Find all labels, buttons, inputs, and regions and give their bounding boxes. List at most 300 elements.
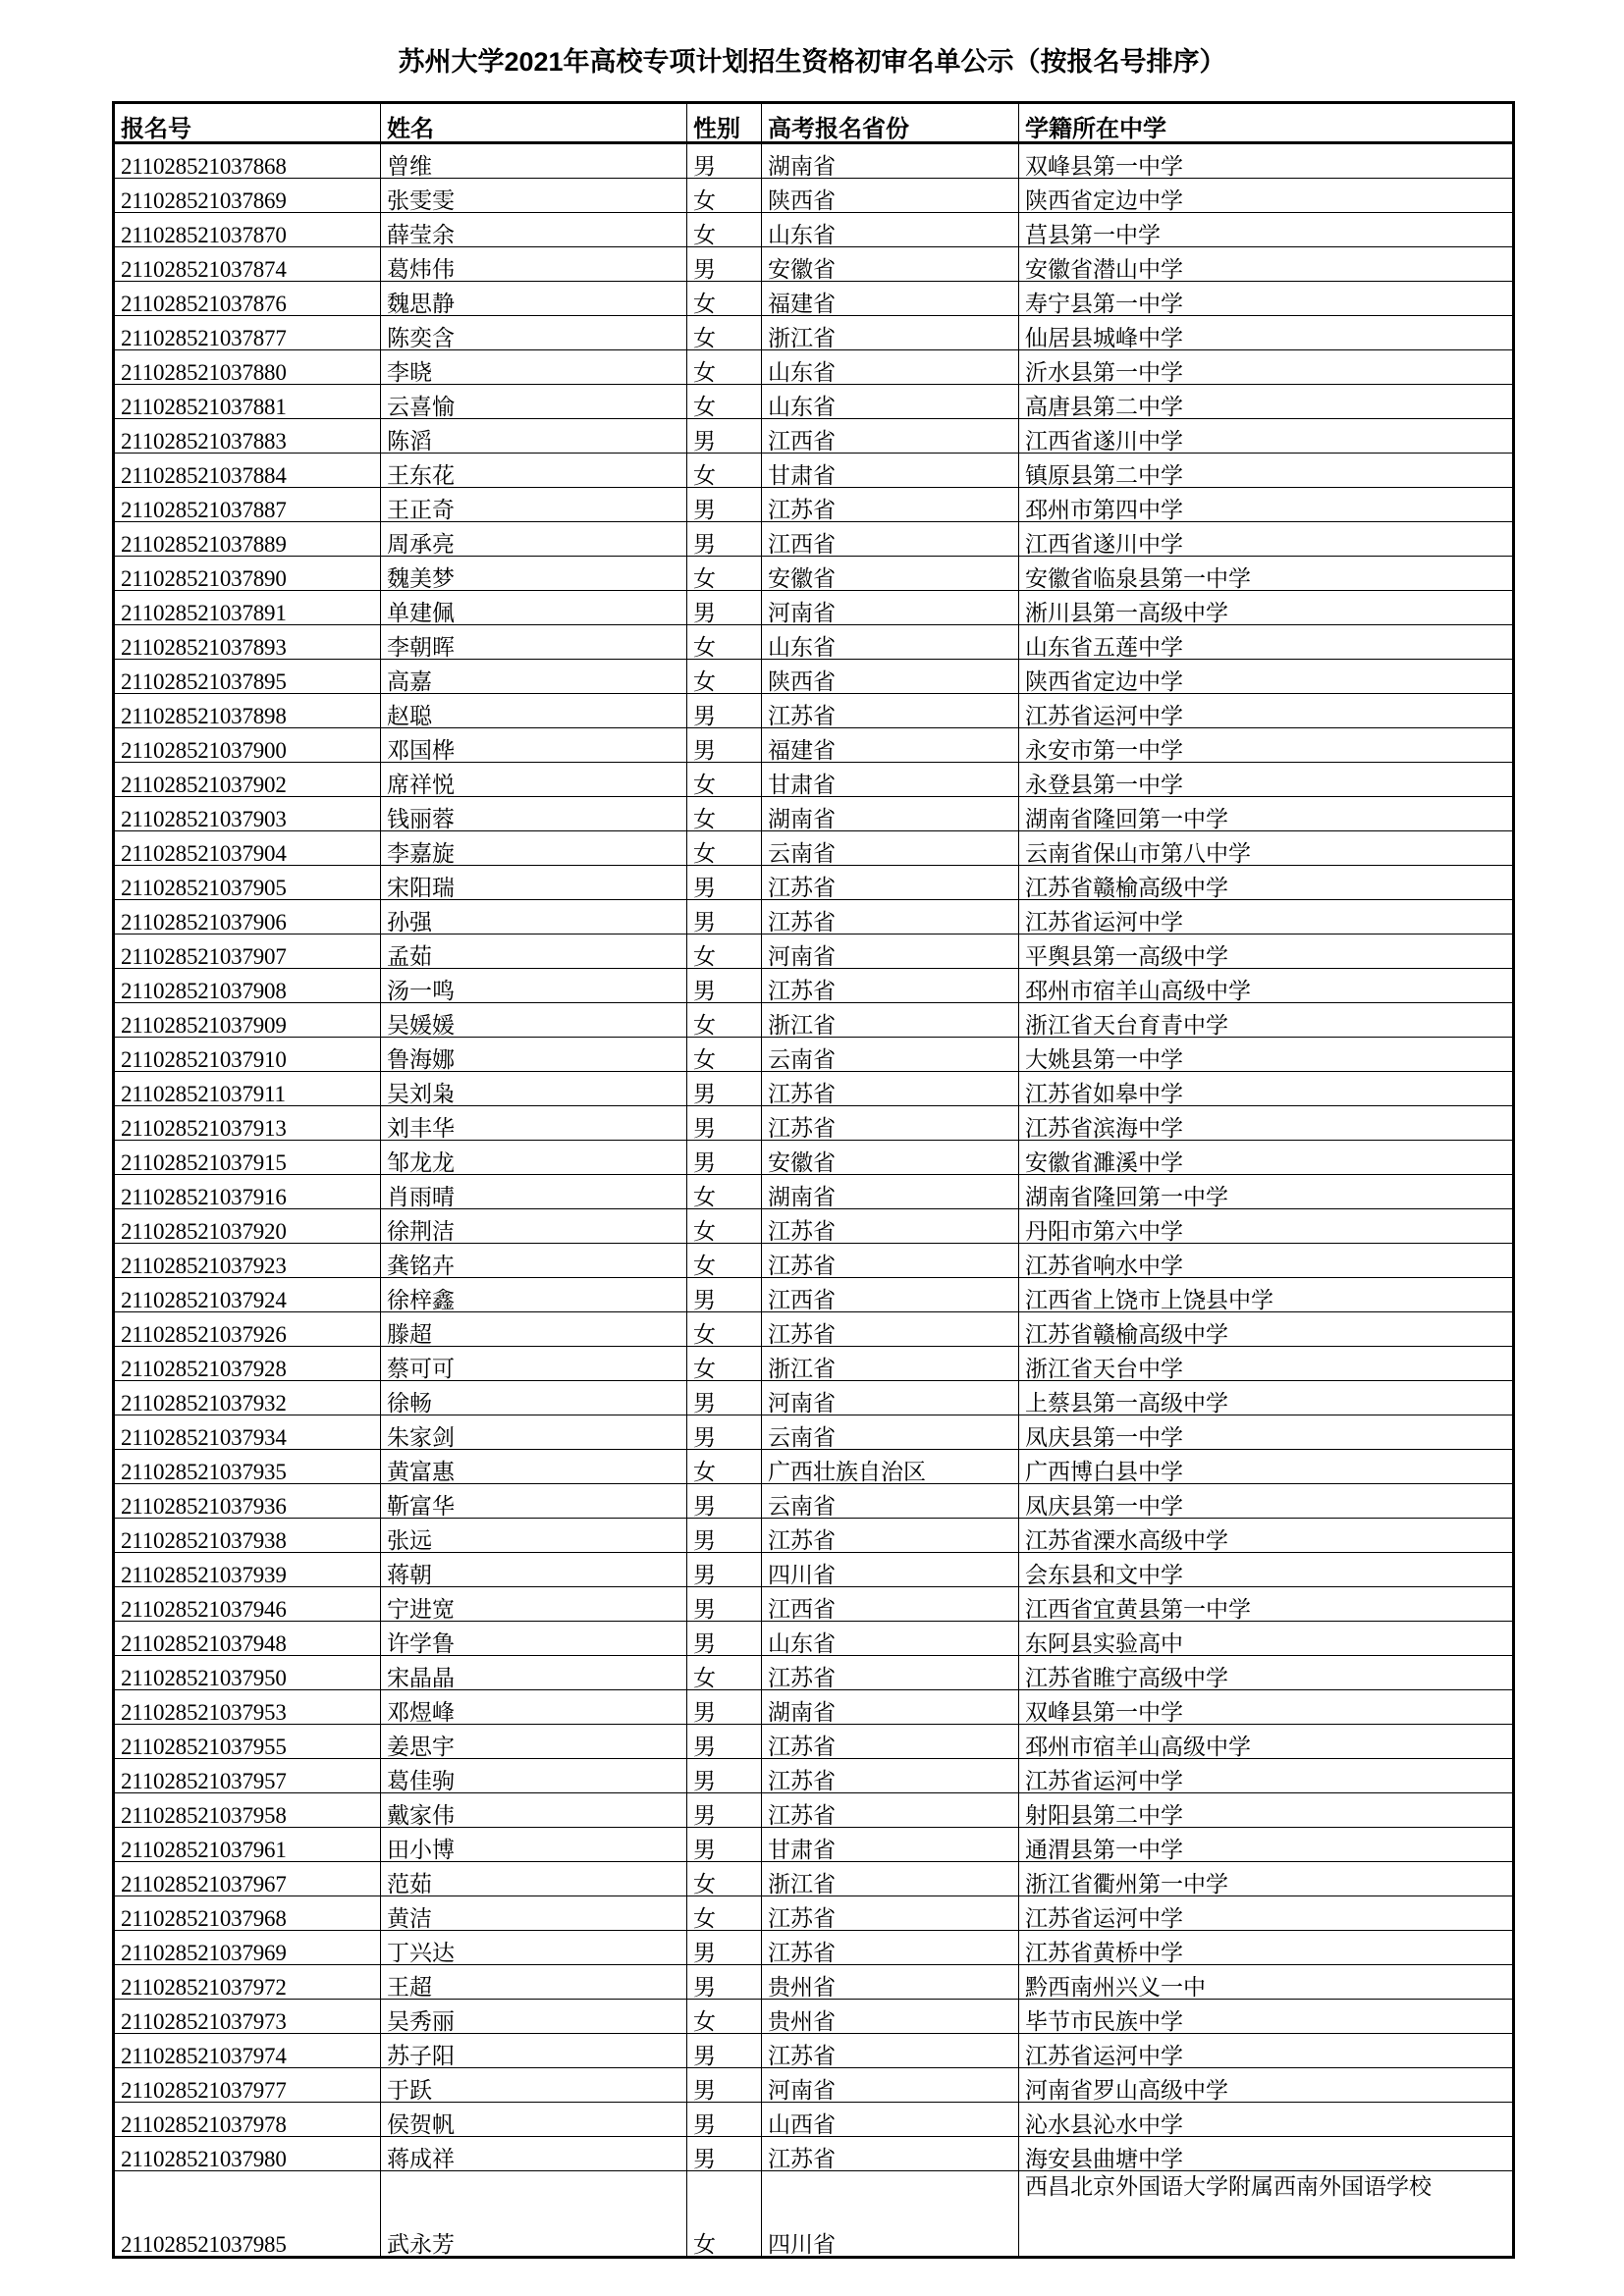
cell-name: 王正奇 [381, 488, 687, 522]
cell-registration-number: 211028521037903 [114, 797, 381, 831]
cell-province: 山东省 [762, 213, 1019, 247]
cell-name: 武永芳 [381, 2171, 687, 2258]
cell-name: 苏子阳 [381, 2034, 687, 2068]
cell-gender: 女 [687, 179, 762, 213]
cell-gender: 女 [687, 1175, 762, 1209]
cell-gender: 男 [687, 1484, 762, 1519]
table-row [114, 591, 1514, 625]
cell-registration-number: 211028521037887 [114, 488, 381, 522]
cell-gender: 女 [687, 454, 762, 488]
table-row [114, 1862, 1514, 1896]
cell-name: 徐畅 [381, 1381, 687, 1415]
cell-school: 山东省五莲中学 [1019, 625, 1514, 660]
cell-province: 江苏省 [762, 1312, 1019, 1347]
cell-registration-number: 211028521037874 [114, 247, 381, 282]
cell-gender: 女 [687, 660, 762, 694]
table-row [114, 1896, 1514, 1931]
cell-school: 江苏省赣榆高级中学 [1019, 1312, 1514, 1347]
cell-registration-number: 211028521037935 [114, 1450, 381, 1484]
cell-province: 四川省 [762, 2171, 1019, 2258]
cell-school: 上蔡县第一高级中学 [1019, 1381, 1514, 1415]
cell-registration-number: 211028521037967 [114, 1862, 381, 1896]
cell-province: 安徽省 [762, 557, 1019, 591]
cell-registration-number: 211028521037915 [114, 1141, 381, 1175]
table-row [114, 797, 1514, 831]
cell-name: 吴媛媛 [381, 1003, 687, 1038]
cell-school: 江西省上饶市上饶县中学 [1019, 1278, 1514, 1312]
cell-registration-number: 211028521037928 [114, 1347, 381, 1381]
table-row [114, 694, 1514, 728]
cell-province: 江西省 [762, 1278, 1019, 1312]
cell-registration-number: 211028521037891 [114, 591, 381, 625]
cell-name: 葛佳驹 [381, 1759, 687, 1793]
cell-province: 湖南省 [762, 1175, 1019, 1209]
cell-province: 广西壮族自治区 [762, 1450, 1019, 1484]
cell-province: 湖南省 [762, 143, 1019, 179]
cell-province: 湖南省 [762, 1690, 1019, 1725]
table-row [114, 1484, 1514, 1519]
table-row [114, 1690, 1514, 1725]
cell-province: 陕西省 [762, 660, 1019, 694]
cell-school: 江苏省溧水高级中学 [1019, 1519, 1514, 1553]
table-row [114, 1553, 1514, 1587]
cell-name: 邓煜峰 [381, 1690, 687, 1725]
cell-gender: 男 [687, 1381, 762, 1415]
cell-school: 江苏省运河中学 [1019, 1759, 1514, 1793]
cell-name: 李朝晖 [381, 625, 687, 660]
cell-gender: 男 [687, 522, 762, 557]
cell-name: 汤一鸣 [381, 969, 687, 1003]
cell-province: 湖南省 [762, 797, 1019, 831]
cell-registration-number: 211028521037978 [114, 2103, 381, 2137]
cell-registration-number: 211028521037876 [114, 282, 381, 316]
cell-registration-number: 211028521037893 [114, 625, 381, 660]
table-row [114, 1038, 1514, 1072]
cell-school: 湖南省隆回第一中学 [1019, 797, 1514, 831]
table-row [114, 1072, 1514, 1106]
cell-gender: 男 [687, 1141, 762, 1175]
cell-registration-number: 211028521037977 [114, 2068, 381, 2103]
cell-province: 山西省 [762, 2103, 1019, 2137]
cell-name: 薛莹余 [381, 213, 687, 247]
table-row [114, 1965, 1514, 2000]
cell-school: 江苏省赣榆高级中学 [1019, 866, 1514, 900]
cell-name: 宋阳瑞 [381, 866, 687, 900]
cell-name: 张雯雯 [381, 179, 687, 213]
cell-gender: 女 [687, 625, 762, 660]
cell-gender: 男 [687, 969, 762, 1003]
cell-province: 浙江省 [762, 1003, 1019, 1038]
cell-registration-number: 211028521037890 [114, 557, 381, 591]
table-row [114, 1175, 1514, 1209]
cell-registration-number: 211028521037969 [114, 1931, 381, 1965]
cell-province: 甘肃省 [762, 763, 1019, 797]
cell-gender: 男 [687, 694, 762, 728]
cell-registration-number: 211028521037957 [114, 1759, 381, 1793]
cell-registration-number: 211028521037906 [114, 900, 381, 934]
cell-name: 蒋成祥 [381, 2137, 687, 2171]
cell-name: 席祥悦 [381, 763, 687, 797]
cell-province: 贵州省 [762, 2000, 1019, 2034]
cell-province: 甘肃省 [762, 454, 1019, 488]
table-row [114, 1725, 1514, 1759]
cell-registration-number: 211028521037902 [114, 763, 381, 797]
cell-province: 福建省 [762, 282, 1019, 316]
cell-gender: 男 [687, 1725, 762, 1759]
cell-name: 周承亮 [381, 522, 687, 557]
cell-province: 江西省 [762, 419, 1019, 454]
cell-name: 孙强 [381, 900, 687, 934]
cell-name: 邓国桦 [381, 728, 687, 763]
table-row [114, 2068, 1514, 2103]
cell-gender: 男 [687, 1553, 762, 1587]
cell-name: 高嘉 [381, 660, 687, 694]
cell-gender: 男 [687, 1965, 762, 2000]
cell-gender: 女 [687, 1244, 762, 1278]
cell-name: 朱家剑 [381, 1415, 687, 1450]
cell-school: 大姚县第一中学 [1019, 1038, 1514, 1072]
cell-registration-number: 211028521037889 [114, 522, 381, 557]
cell-school: 凤庆县第一中学 [1019, 1415, 1514, 1450]
cell-province: 江苏省 [762, 694, 1019, 728]
cell-registration-number: 211028521037946 [114, 1587, 381, 1622]
cell-school: 寿宁县第一中学 [1019, 282, 1514, 316]
roster-table-container [112, 78, 1512, 2259]
table-row [114, 2034, 1514, 2068]
table-row [114, 213, 1514, 247]
cell-school: 毕节市民族中学 [1019, 2000, 1514, 2034]
table-row [114, 1244, 1514, 1278]
cell-school: 黔西南州兴义一中 [1019, 1965, 1514, 2000]
cell-registration-number: 211028521037936 [114, 1484, 381, 1519]
cell-name: 黄富惠 [381, 1450, 687, 1484]
cell-school: 河南省罗山高级中学 [1019, 2068, 1514, 2103]
cell-gender: 男 [687, 1415, 762, 1450]
cell-name: 侯贺帆 [381, 2103, 687, 2137]
cell-school: 双峰县第一中学 [1019, 143, 1514, 179]
cell-province: 山东省 [762, 385, 1019, 419]
cell-province: 浙江省 [762, 316, 1019, 350]
table-row [114, 1106, 1514, 1141]
cell-registration-number: 211028521037911 [114, 1072, 381, 1106]
cell-province: 河南省 [762, 2068, 1019, 2103]
cell-school: 淅川县第一高级中学 [1019, 591, 1514, 625]
cell-registration-number: 211028521037932 [114, 1381, 381, 1415]
cell-registration-number: 211028521037883 [114, 419, 381, 454]
cell-name: 王东花 [381, 454, 687, 488]
cell-gender: 男 [687, 247, 762, 282]
table-row [114, 1209, 1514, 1244]
cell-school: 邳州市宿羊山高级中学 [1019, 969, 1514, 1003]
cell-province: 江苏省 [762, 1072, 1019, 1106]
table-row [114, 1450, 1514, 1484]
cell-name: 吴刘枭 [381, 1072, 687, 1106]
cell-registration-number: 211028521037950 [114, 1656, 381, 1690]
cell-gender: 男 [687, 2137, 762, 2171]
cell-name: 丁兴达 [381, 1931, 687, 1965]
cell-registration-number: 211028521037985 [114, 2171, 381, 2258]
cell-registration-number: 211028521037869 [114, 179, 381, 213]
table-row [114, 1381, 1514, 1415]
cell-name: 蔡可可 [381, 1347, 687, 1381]
cell-school: 仙居县城峰中学 [1019, 316, 1514, 350]
cell-registration-number: 211028521037948 [114, 1622, 381, 1656]
cell-province: 江苏省 [762, 1759, 1019, 1793]
cell-school: 浙江省衢州第一中学 [1019, 1862, 1514, 1896]
column-header-gender: 性别 [687, 103, 762, 143]
cell-school: 双峰县第一中学 [1019, 1690, 1514, 1725]
cell-gender: 男 [687, 2068, 762, 2103]
cell-school: 永登县第一中学 [1019, 763, 1514, 797]
table-row [114, 488, 1514, 522]
cell-gender: 男 [687, 1828, 762, 1862]
table-row [114, 2137, 1514, 2171]
cell-school: 陕西省定边中学 [1019, 660, 1514, 694]
table-row [114, 1793, 1514, 1828]
cell-province: 山东省 [762, 350, 1019, 385]
cell-name: 肖雨晴 [381, 1175, 687, 1209]
cell-province: 贵州省 [762, 1965, 1019, 2000]
cell-gender: 女 [687, 763, 762, 797]
table-body [114, 143, 1514, 2258]
cell-school: 江苏省运河中学 [1019, 2034, 1514, 2068]
table-row [114, 1656, 1514, 1690]
cell-school: 高唐县第二中学 [1019, 385, 1514, 419]
table-row [114, 1415, 1514, 1450]
table-row [114, 866, 1514, 900]
cell-name: 云喜愉 [381, 385, 687, 419]
cell-name: 赵聪 [381, 694, 687, 728]
cell-name: 李晓 [381, 350, 687, 385]
cell-name: 田小博 [381, 1828, 687, 1862]
cell-gender: 男 [687, 143, 762, 179]
cell-province: 江苏省 [762, 1793, 1019, 1828]
cell-name: 邹龙龙 [381, 1141, 687, 1175]
cell-name: 张远 [381, 1519, 687, 1553]
cell-gender: 男 [687, 866, 762, 900]
cell-name: 滕超 [381, 1312, 687, 1347]
cell-name: 刘丰华 [381, 1106, 687, 1141]
table-row [114, 247, 1514, 282]
cell-province: 山东省 [762, 625, 1019, 660]
cell-registration-number: 211028521037881 [114, 385, 381, 419]
cell-registration-number: 211028521037907 [114, 934, 381, 969]
cell-registration-number: 211028521037968 [114, 1896, 381, 1931]
table-row [114, 900, 1514, 934]
table-row [114, 1519, 1514, 1553]
cell-name: 魏美梦 [381, 557, 687, 591]
cell-school: 江苏省如皋中学 [1019, 1072, 1514, 1106]
cell-province: 江苏省 [762, 1725, 1019, 1759]
cell-gender: 女 [687, 1450, 762, 1484]
cell-province: 江苏省 [762, 2137, 1019, 2171]
cell-name: 吴秀丽 [381, 2000, 687, 2034]
table-row [114, 557, 1514, 591]
cell-registration-number: 211028521037953 [114, 1690, 381, 1725]
cell-registration-number: 211028521037974 [114, 2034, 381, 2068]
cell-school: 丹阳市第六中学 [1019, 1209, 1514, 1244]
cell-school: 江苏省响水中学 [1019, 1244, 1514, 1278]
cell-province: 江西省 [762, 1587, 1019, 1622]
cell-registration-number: 211028521037895 [114, 660, 381, 694]
cell-gender: 男 [687, 1106, 762, 1141]
cell-school: 江苏省运河中学 [1019, 900, 1514, 934]
cell-gender: 女 [687, 797, 762, 831]
column-header-registration-number: 报名号 [114, 103, 381, 143]
cell-province: 江苏省 [762, 969, 1019, 1003]
cell-name: 戴家伟 [381, 1793, 687, 1828]
cell-school: 江西省遂川中学 [1019, 522, 1514, 557]
table-row [114, 1141, 1514, 1175]
cell-registration-number: 211028521037904 [114, 831, 381, 866]
table-row [114, 1347, 1514, 1381]
cell-school: 江苏省黄桥中学 [1019, 1931, 1514, 1965]
cell-gender: 男 [687, 1622, 762, 1656]
table-row [114, 660, 1514, 694]
cell-province: 四川省 [762, 1553, 1019, 1587]
cell-name: 单建佩 [381, 591, 687, 625]
cell-school: 射阳县第二中学 [1019, 1793, 1514, 1828]
cell-school: 邳州市宿羊山高级中学 [1019, 1725, 1514, 1759]
cell-province: 河南省 [762, 591, 1019, 625]
cell-gender: 男 [687, 1072, 762, 1106]
table-row [114, 1003, 1514, 1038]
cell-school: 江苏省睢宁高级中学 [1019, 1656, 1514, 1690]
cell-province: 江苏省 [762, 488, 1019, 522]
cell-name: 宁进宽 [381, 1587, 687, 1622]
table-row [114, 1622, 1514, 1656]
cell-gender: 男 [687, 419, 762, 454]
cell-name: 蒋朝 [381, 1553, 687, 1587]
column-header-name: 姓名 [381, 103, 687, 143]
cell-gender: 女 [687, 316, 762, 350]
cell-gender: 男 [687, 2103, 762, 2137]
cell-registration-number: 211028521037870 [114, 213, 381, 247]
cell-registration-number: 211028521037958 [114, 1793, 381, 1828]
cell-name: 魏思静 [381, 282, 687, 316]
cell-province: 云南省 [762, 1038, 1019, 1072]
cell-school: 海安县曲塘中学 [1019, 2137, 1514, 2171]
cell-name: 徐荆洁 [381, 1209, 687, 1244]
cell-school: 浙江省天台中学 [1019, 1347, 1514, 1381]
cell-registration-number: 211028521037909 [114, 1003, 381, 1038]
cell-school: 莒县第一中学 [1019, 213, 1514, 247]
cell-registration-number: 211028521037910 [114, 1038, 381, 1072]
cell-registration-number: 211028521037980 [114, 2137, 381, 2171]
cell-school: 西昌北京外国语大学附属西南外国语学校 [1019, 2171, 1514, 2258]
page-title: 苏州大学2021年高校专项计划招生资格初审名单公示（按报名号排序） [398, 47, 1226, 77]
cell-registration-number: 211028521037905 [114, 866, 381, 900]
cell-province: 江苏省 [762, 866, 1019, 900]
table-header [114, 103, 1514, 143]
cell-registration-number: 211028521037900 [114, 728, 381, 763]
cell-name: 陈奕含 [381, 316, 687, 350]
cell-province: 江苏省 [762, 1931, 1019, 1965]
cell-registration-number: 211028521037923 [114, 1244, 381, 1278]
cell-school: 凤庆县第一中学 [1019, 1484, 1514, 1519]
cell-gender: 女 [687, 1347, 762, 1381]
cell-registration-number: 211028521037868 [114, 143, 381, 179]
cell-school: 江西省遂川中学 [1019, 419, 1514, 454]
table-row [114, 350, 1514, 385]
column-header-school: 学籍所在中学 [1019, 103, 1514, 143]
cell-registration-number: 211028521037934 [114, 1415, 381, 1450]
admission-roster-table [112, 101, 1515, 2259]
cell-gender: 女 [687, 1312, 762, 1347]
cell-school: 东阿县实验高中 [1019, 1622, 1514, 1656]
cell-name: 钱丽蓉 [381, 797, 687, 831]
table-row [114, 282, 1514, 316]
cell-school: 安徽省潜山中学 [1019, 247, 1514, 282]
table-row [114, 419, 1514, 454]
cell-gender: 男 [687, 900, 762, 934]
cell-gender: 男 [687, 1587, 762, 1622]
cell-gender: 男 [687, 728, 762, 763]
table-row [114, 934, 1514, 969]
cell-name: 姜思宇 [381, 1725, 687, 1759]
cell-school: 会东县和文中学 [1019, 1553, 1514, 1587]
cell-school: 邳州市第四中学 [1019, 488, 1514, 522]
table-row [114, 831, 1514, 866]
cell-name: 于跃 [381, 2068, 687, 2103]
cell-gender: 男 [687, 1931, 762, 1965]
cell-gender: 男 [687, 1793, 762, 1828]
cell-province: 江西省 [762, 522, 1019, 557]
table-row [114, 763, 1514, 797]
cell-gender: 男 [687, 488, 762, 522]
cell-name: 王超 [381, 1965, 687, 2000]
cell-gender: 女 [687, 831, 762, 866]
cell-school: 沁水县沁水中学 [1019, 2103, 1514, 2137]
cell-province: 云南省 [762, 1415, 1019, 1450]
cell-gender: 女 [687, 1209, 762, 1244]
cell-name: 靳富华 [381, 1484, 687, 1519]
table-row [114, 1278, 1514, 1312]
cell-gender: 男 [687, 1759, 762, 1793]
cell-province: 江苏省 [762, 900, 1019, 934]
cell-province: 云南省 [762, 831, 1019, 866]
table-row [114, 454, 1514, 488]
cell-school: 江苏省运河中学 [1019, 1896, 1514, 1931]
cell-registration-number: 211028521037898 [114, 694, 381, 728]
cell-school: 永安市第一中学 [1019, 728, 1514, 763]
table-row [114, 625, 1514, 660]
cell-school: 江苏省滨海中学 [1019, 1106, 1514, 1141]
cell-gender: 女 [687, 1656, 762, 1690]
cell-province: 安徽省 [762, 1141, 1019, 1175]
cell-province: 浙江省 [762, 1347, 1019, 1381]
cell-name: 葛炜伟 [381, 247, 687, 282]
table-row [114, 2171, 1514, 2258]
cell-gender: 女 [687, 1038, 762, 1072]
cell-province: 河南省 [762, 1381, 1019, 1415]
cell-gender: 男 [687, 1278, 762, 1312]
table-row [114, 316, 1514, 350]
table-row [114, 385, 1514, 419]
cell-name: 宋晶晶 [381, 1656, 687, 1690]
cell-gender: 男 [687, 591, 762, 625]
cell-province: 福建省 [762, 728, 1019, 763]
cell-school: 陕西省定边中学 [1019, 179, 1514, 213]
cell-name: 孟茹 [381, 934, 687, 969]
cell-school: 平舆县第一高级中学 [1019, 934, 1514, 969]
cell-gender: 女 [687, 350, 762, 385]
table-row [114, 1931, 1514, 1965]
cell-province: 江苏省 [762, 1656, 1019, 1690]
cell-gender: 女 [687, 1862, 762, 1896]
cell-province: 江苏省 [762, 1519, 1019, 1553]
cell-province: 江苏省 [762, 1896, 1019, 1931]
